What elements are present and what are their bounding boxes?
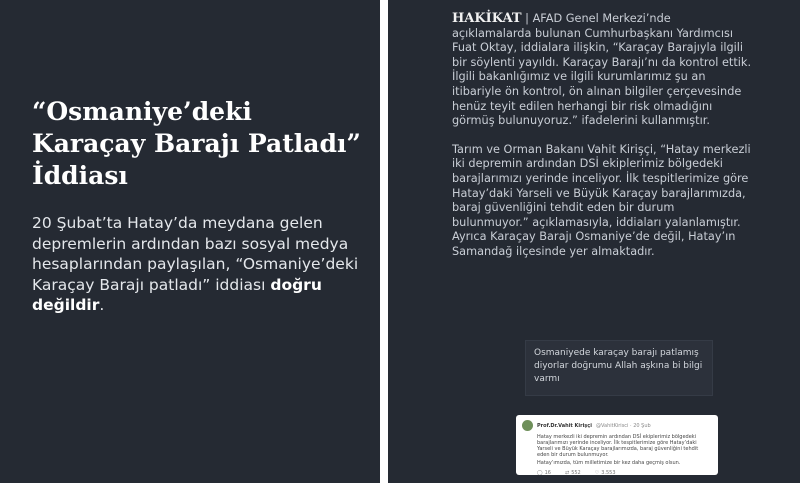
- tweet-text-2: Hatay’ımızda, tüm milletimize bir kez daha geçmiş olsun.: [537, 460, 681, 466]
- tweet-author: Prof.Dr.Vahit Kirişçi: [537, 422, 592, 429]
- claim-verdict-emphasis: doğru değildir: [32, 275, 322, 314]
- right-panel: [388, 0, 800, 483]
- article-paragraph-2: Tarım ve Orman Bakanı Vahit Kirişçi, “Hatay merkezli iki depremin ardından DSİ ekiplerimiz bölgedeki barajlarımızı yerinde inceliyor. İlk tespitlerimize göre Hatay’daki Yarseli ve Büyük Karaçay barajlarımızda, baraj güvenliğini tehdit eden bir durum bulunmuyor.” açıklamasıyla, iddiaları yalanlamıştır. Ayrıca Karaçay Barajı Osmaniye’de değil, Hatay’ın Samandağ ilçesinde yer almaktadır.: [452, 142, 751, 258]
- heart-icon: ♡: [594, 470, 600, 475]
- tweet-header: [522, 420, 712, 431]
- retweet-count: 552: [571, 470, 581, 475]
- retweet-stat: [565, 470, 581, 475]
- avatar: [522, 420, 533, 431]
- tweet-handle: @VahitKirisci · 20 Şub: [595, 422, 651, 429]
- tweet-embed: [516, 415, 718, 475]
- paragraph-1-text: | AFAD Genel Merkezi’nde açıklamalarda bulunan Cumhurbaşkanı Yardımcısı Fuat Oktay, iddialara ilişkin, “Karaçay Barajıyla ilgili bir söylenti yayıldı. Karaçay Barajı’nı da kontrol ettik. İlgili bakanlığımız ve ilgili kurumlarımız şu an itibariyle ön kontrol, ön alınan bilgiler çerçevesinde henüz teyit edilen herhangi bir risk olmadığını görmüş bulunuyoruz.” ifadelerini kullanmıştır.: [452, 12, 752, 128]
- reply-icon: ◯: [537, 470, 543, 475]
- claim-body-text: 20 Şubat’ta Hatay’da meydana gelen depremlerin ardından bazı sosyal medya hesaplarından paylaşılan, “Osmaniye’deki Karaçay Barajı patladı” iddiası: [32, 214, 359, 294]
- fact-check-article: [452, 12, 752, 260]
- article-paragraph-1: [452, 12, 752, 129]
- social-media-claim-post: Osmaniyede karaçay barajı patlamış diyorlar doğrumu Allah aşkına bi bilgi varmı: [525, 340, 713, 396]
- left-panel: [0, 0, 380, 483]
- claim-title: “Osmaniye’deki Karaçay Barajı Patladı” İddiası: [32, 97, 361, 190]
- verdict-label: HAKİKAT: [452, 11, 522, 26]
- claim-description: [32, 213, 362, 316]
- reply-stat: [537, 470, 551, 475]
- reply-count: 16: [544, 470, 551, 475]
- like-count: 3.553: [601, 470, 616, 475]
- tweet-stats: [537, 470, 712, 475]
- like-stat: [595, 470, 616, 475]
- tweet-text: Hatay merkezli iki depremin ardından DSİ ekiplerimiz bölgedeki barajlarımızı yerinde inceliyor. İlk tespitlerimize göre Hatay’daki Yarseli ve Büyük Karaçay barajlarımızda, baraj güvenliğini tehdit eden bir durum bulunmuyor.: [537, 434, 699, 458]
- claim-body-end: .: [99, 296, 105, 314]
- retweet-icon: ⇄: [564, 470, 570, 475]
